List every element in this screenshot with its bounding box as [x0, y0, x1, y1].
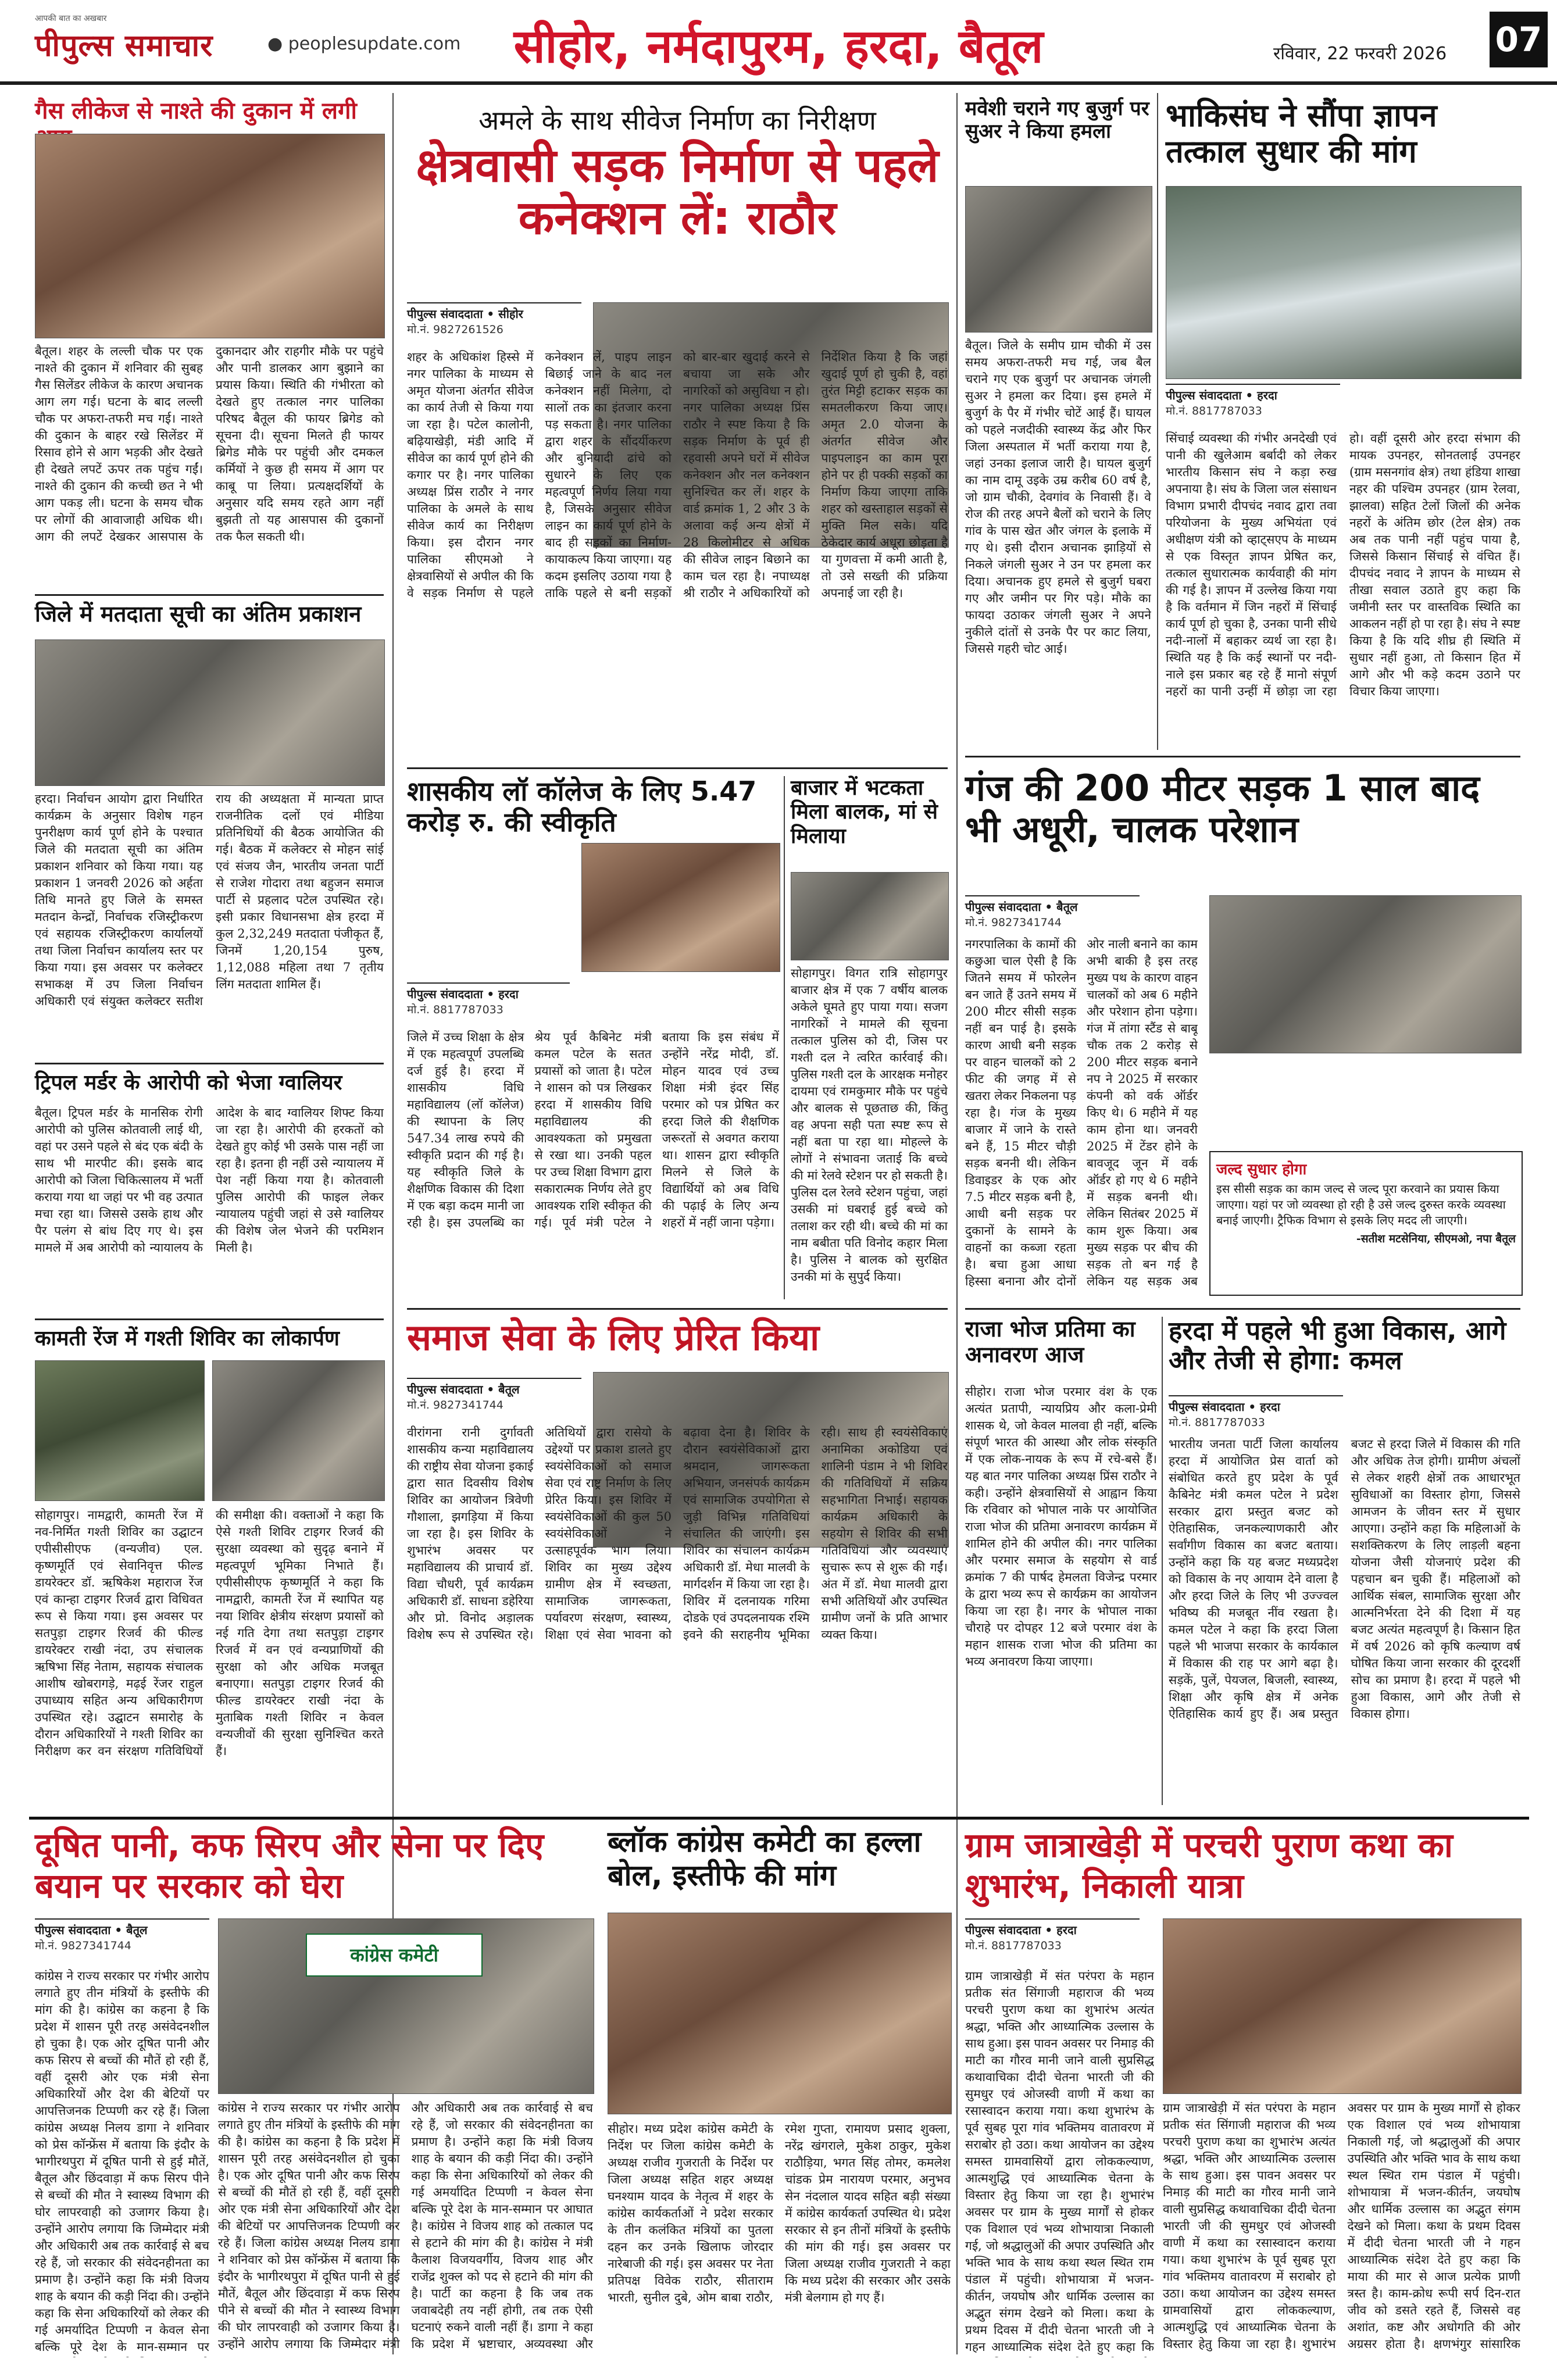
rajabhoj-headline: राजा भोज प्रतिमा का अनावरण आज	[965, 1316, 1135, 1367]
congress-banner: कांग्रेस कमेटी	[306, 1934, 483, 1977]
halla-protest-photo	[608, 1913, 952, 2114]
divider	[407, 767, 948, 769]
globe-icon: ●	[267, 34, 288, 54]
child-body: सोहागपुर। विगत रात्रि सोहागपुर बाजार क्षेत्र में एक 7 वर्षीय बालक अकेले घूमते हुए पाया गया। सजग नागरिकों ने मामले की सूचना तत्काल पुलिस को दी, जिस पर गश्ती दल ने त्वरित कार्रवाई की। पुलिस गश्ती दल के आरक्षक मनोहर दायमा एवं रामकुमार मौके पर पहुंचे और बालक से पूछताछ की, किंतु वह अपना सही पता स्पष्ट रूप से नहीं बता पा रहा था। मोहल्ले के लोगों ने संभावना जताई कि बच्चे की मां रेलवे स्टेशन पर हो सकती है। पुलिस दल रेलवे स्टेशन पहुंचा, जहां उसकी मां घबराई हुई बच्चे को तलाश कर रही थी। बच्चे की मां का नाम बबीता पति विनोद कहार मिला है। पुलिस ने बालक को सुरक्षित उनकी मां के सुपुर्द किया।	[791, 966, 948, 1284]
pig-hospital-photo	[965, 186, 1152, 333]
ganj-quote-author: -सतीश मटसेनिया, सीएमओ, नपा बैतूल	[1356, 1232, 1516, 1245]
voter-headline: जिले में मतदाता सूची का अंतिम प्रकाशन	[35, 601, 362, 627]
syrup-body-1: कांग्रेस ने राज्य सरकार पर गंभीर आरोप लगाते हुए तीन मंत्रियों के इस्तीफे की मांग की है। कांग्रेस का कहना है कि प्रदेश में शासन पूरी तरह असंवेदनशील हो चुका है। एक ओर दूषित पानी और कफ सिरप से बच्चों की मौतें हो रही हैं, वहीं दूसरी ओर एक मंत्री सेना अधिकारियों और देश की बेटियों पर आपत्तिजनक टिप्पणी कर रहे हैं। जिला कांग्रेस अध्यक्ष निलय डागा ने शनिवार को प्रेस कॉन्फ्रेंस में बताया कि इंदौर के भागीरथपुरा में दूषित पानी से हुई मौतें, बैतूल और छिंदवाड़ा में कफ सिरप पीने से बच्चों की मौत ने स्वास्थ्य विभाग की घोर लापरवाही को उजागर किया है। उन्होंने आरोप लगाया कि जिम्मेदार मंत्री और अधिकारी अब तक कार्रवाई से बच रहे हैं, जो सरकार की संवेदनहीनता का प्रमाण है। उन्होंने कहा कि मंत्री विजय शाह के बयान की कड़ी निंदा की। उन्होंने कहा कि सेना अधिकारियों को लेकर की गई अमर्यादित टिप्पणी न केवल सेना बल्कि पूरे देश के मान-सम्मान पर	[35, 1969, 209, 2354]
sewer-reporter: पीपुल्स संवाददाता • सीहोर	[407, 307, 523, 321]
jatra-mobile: मो.नं. 8817787033	[965, 1939, 1062, 1952]
kamal-body: भारतीय जनता पार्टी जिला कार्यालय हरदा में आयोजित प्रेस वार्ता को संबोधित करते हुए प्रदेश के पूर्व कैबिनेट मंत्री कमल पटेल ने प्रदेश सरकार द्वारा प्रस्तुत बजट को ऐतिहासिक, जनकल्याणकारी और सर्वांगीण विकास का बजट बताया। उन्होंने कहा कि यह बजट मध्यप्रदेश को विकास के नए आयाम देने वाला है और हरदा जिले के लिए भी उज्ज्वल भविष्य की मजबूत नींव रखता है। कमल पटेल ने कहा कि हरदा जिला पहले भी भाजपा सरकार के कार्यकाल में विकास की राह पर आगे बढ़ा है। सड़कें, पुलें, पेयजल, बिजली, स्वास्थ्य, शिक्षा और कृषि क्षेत्र में अनेक ऐतिहासिक कार्य हुए हैं। अब प्रस्तुत बजट से हरदा जिले में विकास की गति और अधिक तेज होगी। ग्रामीण अंचलों से लेकर शहरी क्षेत्रों तक आधारभूत सुविधाओं का विस्तार होगा, जिससे आमजन के जीवन स्तर में सुधार आएगा। उन्होंने कहा कि महिलाओं के सशक्तिकरण के लिए लाड़ली बहना योजना जैसी योजनाएं प्रदेश की पहचान बन चुकी हैं। महिलाओं को आर्थिक संबल, सामाजिक सुरक्षा और आत्मनिर्भरता देने की दिशा में यह बजट अत्यंत महत्वपूर्ण है। किसान हित में वर्ष 2026 को कृषि कल्याण वर्ष घोषित किया जाना सरकार की दूरदर्शी सोच का प्रमाण है। हरदा में पहले भी हुआ विकास, आगे और तेजी से विकास होगा।	[1169, 1437, 1520, 1721]
seva-byline	[407, 1378, 581, 1412]
kamti-camp-photo	[212, 1360, 385, 1501]
ganj-headline: गंज की 200 मीटर सड़क 1 साल बाद भी अधूरी, चालक परेशान	[965, 767, 1480, 851]
bkisan-body: सिंचाई व्यवस्था की गंभीर अनदेखी एवं पानी की खुलेआम बर्बादी को लेकर भारतीय किसान संघ ने कड़ा रुख अपनाया है। संघ के जिला जल संसाधन विभाग प्रभारी दीपचंद नवाद द्वारा तवा परियोजना के मुख्य अभियंता एवं अधीक्षण यंत्री को व्हाट्सएप के माध्यम से एक विस्तृत ज्ञापन प्रेषित कर, तत्काल सुधारात्मक कार्यवाही की मांग की गई है। ज्ञापन में उल्लेख किया गया है कि वर्तमान में जिन नहरों में सिंचाई कार्य पूर्ण हो चुका है, उनका पानी सीधे नदी-नालों में बहाकर व्यर्थ जा रहा है। स्थिति यह है कि कई स्थानों पर नदी-नाले इस प्रकार बह रहे हैं मानो संपूर्ण नहरों का पानी उन्हीं में छोड़ा जा रहा हो। वहीं दूसरी ओर हरदा संभाग की मायक उपनहर, सोनतलाई उपनहर (ग्राम मसनगांव क्षेत्र) तथा हंडिया शाखा नहर की पश्चिम उपनहर (ग्राम रेलवा, झालवा) सहित टेलों जिलों की अनेक नहरों के अंतिम छोर (टेल क्षेत्र) तक अब तक पानी नहीं पहुंच पाया है, जिससे किसान सिंचाई से वंचित हैं। दीपचंद नवाद ने ज्ञापन के माध्यम से तीखा सवाल उठाते हुए कहा कि जमीनी स्तर पर वास्तविक स्थिति का आकलन नहीं हो पा रहा है। संघ ने स्पष्ट किया है कि यदि शीघ्र ही स्थिति में सुधार नहीं हुआ, तो किसान हित में आगे और भी कड़े कदम उठाने पर विचार किया जाएगा।	[1166, 431, 1520, 698]
law-reporter: पीपुल्स संवाददाता • हरदा	[407, 987, 519, 1001]
voter-meeting-photo	[35, 639, 385, 786]
gas-headline: गैस लीकेज से नाश्ते की दुकान में लगी	[35, 98, 357, 124]
bkisan-byline	[1166, 384, 1340, 418]
sewer-byline	[407, 302, 581, 337]
divider	[35, 594, 384, 596]
bkisan-headline: भाकिसंघ ने सौंपा ज्ञापन तत्काल सुधार की मांग	[1166, 97, 1437, 170]
ganj-road-photo	[1209, 895, 1522, 1053]
halla-body: सीहोर। मध्य प्रदेश कांग्रेस कमेटी के निर्देश पर जिला कांग्रेस कमेटी के अध्यक्ष राजीव गुजराती के निर्देश पर जिला अध्यक्ष सहित शहर अध्यक्ष घनश्याम यादव के नेतृत्व में शहर के कांग्रेस कार्यकर्ताओं ने प्रदेश सरकार के तीन कलंकित मंत्रियों का पुतला दहन कर उनके खिलाफ जोरदार नारेबाजी की गई। इस अवसर पर नेता प्रतिपक्ष विवेक राठौर, सीताराम भारती, सुनील दुबे, ओम बाबा राठौर, रमेश गुप्ता, रामायण प्रसाद शुक्ला, नरेंद्र खंगराले, मुकेश ठाकुर, मुकेश राठौड़िया, भगत सिंह तोमर, कमलेश चांडक प्रेम नारायण परमार, अनुभव सेन नंदलाल यादव सहित बड़ी संख्या में कांग्रेस कार्यकर्ता उपस्थित थे। प्रदेश सरकार से इन तीनों मंत्रियों के इस्तीफे की मांग की गई। इस अवसर पर जिला अध्यक्ष राजीव गुजराती ने कहा कि मध्य प्रदेश की सरकार और उसके मंत्री बेलगाम हो गए हैं।	[608, 2122, 951, 2304]
ganj-reporter: पीपुल्स संवाददाता • बैतूल	[965, 900, 1078, 914]
sewer-body: शहर के अधिकांश हिस्से में नगर पालिका के माध्यम से अमृत योजना अंतर्गत सीवेज का कार्य तेजी से किया गया जा रहा है। पटेल कालोनी, बढ़ियाखेड़ी, मंडी आदि में सीवेज का कार्य पूर्ण होने की कगार पर है। नगर पालिका अध्यक्ष प्रिंस राठौर ने नगर पालिका के अमले के साथ सीवेज कार्य का निरीक्षण किया। इस दौरान नगर पालिका सीएमओ ने क्षेत्रवासियों से अपील की कि वे सड़क निर्माण से पहले कनेक्शन लें, पाइप लाइन बिछाई जाने के बाद नल कनेक्शन नहीं मिलेगा, दो सालों तक का इंतजार करना पड़ सकता है। नगर पालिका द्वारा शहर के सौंदर्यीकरण और बुनियादी ढांचे को सुधारने के लिए एक महत्वपूर्ण निर्णय लिया गया है, जिसके अनुसार सीवेज लाइन का कार्य पूर्ण होने के बाद ही सड़कों का निर्माण-कायाकल्प किया जाएगा। यह कदम इसलिए उठाया गया है ताकि पहले से बनी सड़कों को बार-बार खुदाई करने से बचाया जा सके और नागरिकों को असुविधा न हो। नगर पालिका अध्यक्ष प्रिंस राठौर ने स्पष्ट किया है कि सड़क निर्माण के पूर्व ही रहवासी अपने घरों में सीवेज कनेक्शन और नल कनेक्शन सुनिश्चित कर लें। शहर के वार्ड क्रमांक 1, 2 और 3 के अलावा कई अन्य क्षेत्रों में 28 किलोमीटर से अधिक की सीवेज लाइन बिछाने का काम चल रहा है। नपाध्यक्ष श्री राठौर ने अधिकारियों को निर्देशित किया है कि जहां खुदाई पूर्ण हो चुकी है, वहां तुरंत मिट्टी हटाकर सड़क का समतलीकरण किया जाए। अमृत 2.0 योजना के अंतर्गत सीवेज और पाइपलाइन का काम पूरा होने पर ही पक्की सड़कों का निर्माण किया जाएगा ताकि शहर को खस्ताहाल सड़कों से मुक्ति मिल सके। यदि ठेकेदार कार्य अधूरा छोड़ता है या गुणवत्ता में कमी आती है, तो उसे सख्ती की प्रक्रिया अपनाई जा रही है।	[407, 350, 948, 600]
bkisan-canal-photo	[1166, 186, 1522, 379]
column-rule	[1162, 1317, 1163, 1805]
pig-body: बैतूल। जिले के समीप ग्राम चौकी में उस समय अफरा-तफरी मच गई, जब बैल चराने गए एक बुजुर्ग पर अचानक जंगली सुअर ने हमला कर दिया। इस हमले में बुजुर्ग के पैर में गंभीर चोटें आई हैं। घायल को पहले नजदीकी स्वास्थ्य केंद्र और फिर जिला अस्पताल में भर्ती कराया गया है, जहां उनका इलाज जारी है। घायल बुजुर्ग का नाम दामू उइके उम्र करीब 60 वर्ष है, जो ग्राम चौकी, देवगांव के निवासी हैं। वे रोज की तरह अपने बैलों को चराने के लिए गांव के पास खेत और जंगल के इलाके में गए थे। इसी दौरान अचानक झाड़ियों से निकले जंगली सुअर ने उन पर हमला कर दिया। अचानक हुए हमले से बुजुर्ग घबरा गए और जमीन पर गिर पड़े। मौके का फायदा उठाकर जंगली सुअर ने अपने नुकीले दांतों से उनके पैर पर काट लिया, जिससे गहरी चोट आई।	[965, 338, 1151, 656]
syrup-headline: दूषित पानी, कफ सिरप और सेना पर दिए बयान पर सरकार को घेरा	[35, 1825, 544, 1906]
child-police-photo	[791, 872, 949, 960]
ganj-byline	[965, 895, 1140, 930]
seva-mobile: मो.नं. 9827341744	[407, 1399, 503, 1411]
bottom-row-rule	[29, 1817, 1529, 1820]
ganj-mobile: मो.नं. 9827341744	[965, 916, 1062, 929]
sewer-kicker: अमले के साथ सीवेज निर्माण का निरीक्षण	[478, 105, 876, 136]
ganj-body: नगरपालिका के कामों की कछुआ चाल ऐसी है कि जितने समय में फोरलेन बन जाते हैं उतने समय में 200 मीटर सीसी सड़क नहीं बन पाई है। इसके कारण आधी बनी सड़क पर वाहन चालकों को 2 फीट की जगह में से खतरा लेकर निकलना पड़ रहा है। गंज के मुख्य बाजार में जाने के रास्ते बने हैं, 15 मीटर चौड़ी सड़क बननी थी। लेकिन डिवाइडर के एक ओर 7.5 मीटर सड़क बनी है, आधी बनी सड़क पर दुकानों के सामने के वाहनों का कब्जा रहता है। बचा हुआ आधा हिस्सा बनाना और दोनों ओर नाली बनाने का काम अभी बाकी है इस तरह मुख्य पथ के कारण वाहन चालकों को अब 6 महीने और परेशान होना पड़ेगा। गंज में तांगा स्टैंड से बाबू चौक तक 2 करोड़ से 200 मीटर सड़क बनाने नप ने 2025 में सरकार कंपनी को वर्क ऑर्डर किए थे। 6 महीने में यह काम होना था। जनवरी 2025 में टेंडर होने के बावजूद जून में वर्क ऑर्डर हो गए थे 6 महीने में सड़क बननी थी। लेकिन सितंबर 2025 में काम शुरू किया। अब मुख्य सड़क पर बीच की सड़क तो बन गई है लेकिन यह सड़क अब	[965, 937, 1198, 1288]
syrup-mobile: मो.नं. 9827341744	[35, 1939, 131, 1952]
kamti-forest-photo	[35, 1360, 205, 1501]
jatra-body-1: ग्राम जात्राखेड़ी में संत परंपरा के महान प्रतीक संत सिंगाजी महाराज की भव्य परचरी पुराण कथा का शुभारंभ अत्यंत श्रद्धा, भक्ति और आध्यात्मिक उल्लास के साथ हुआ। इस पावन अवसर पर निमाड़ की माटी का गौरव मानी जाने वाली सुप्रसिद्ध कथावाचिका दीदी चेतना भारती जी की सुमधुर एवं ओजस्वी वाणी में कथा का रसास्वादन कराया गया। कथा शुभारंभ के पूर्व सुबह पूरा गांव भक्तिमय वातावरण में सराबोर हो उठा। कथा आयोजन का उद्देश्य समस्त ग्रामवासियों द्वारा लोककल्याण, आत्मशुद्धि एवं आध्यात्मिक चेतना के विस्तार हेतु किया जा रहा है। शुभारंभ अवसर पर ग्राम के मुख्य मार्गों से होकर एक विशाल एवं भव्य शोभायात्रा निकाली गई, जो श्रद्धालुओं की अपार उपस्थिति और भक्ति भाव के साथ कथा स्थल स्थित राम पंडाल में पहुंची। शोभायात्रा में भजन-कीर्तन, जयघोष और धार्मिक उल्लास का अद्भुत संगम देखने को मिला। कथा के प्रथम दिवस में दीदी चेतना भारती जी ने गहन आध्यात्मिक संदेश देते हुए कहा कि	[965, 1969, 1154, 2354]
jatra-headline: ग्राम जात्राखेड़ी में परचरी पुराण कथा का शुभारंभ, निकाली यात्रा	[965, 1825, 1453, 1906]
column-rule	[784, 776, 785, 1299]
murder-body: बैतूल। ट्रिपल मर्डर के मानसिक रोगी आरोपी को पुलिस कोतवाली लाई थी, वहां पर उसने पहले से बंद एक बंदी के साथ भी मारपीट की। इसके बाद आरोपी को जिला चिकित्सालय में भर्ती कराया गया था जहां पर भी वह उत्पात मचा रहा था। जिससे उसके हाथ और पैर पलंग से बांध दिए गए थे। इस मामले में अब आरोपी को न्यायालय के आदेश के बाद ग्वालियर शिफ्ट किया जा रहा है। आरोपी की हरकतों को देखते हुए कोई भी उसके पास नहीं जा रहा है। इतना ही नहीं उसे न्यायालय में पेश नहीं किया गया है। कोतवाली पुलिस आरोपी की फाइल लेकर न्यायालय पहुंची जहां से उसे ग्वालियर की विशेष जेल भेजने की परमिशन मिली है।	[35, 1106, 384, 1255]
divider	[965, 756, 1520, 757]
divider	[35, 1063, 384, 1064]
gas-body: बैतूल। शहर के लल्ली चौक पर एक नाश्ते की दुकान में शनिवार की सुबह गैस सिलेंडर लीकेज के कारण अचानक आग लग गई। घटना के बाद लल्ली चौक पर अफरा-तफरी मच गई। नाश्ते की दुकान के बाहर रखे सिलेंडर में रिसाव होने से आग भड़की और देखते ही देखते लपटें ऊपर तक पहुंच गईं। नाश्ते की दुकान की कच्ची छत ने भी आग पकड़ ली। घटना के समय चौक पर लोगों की आवाजाही अधिक थी। आग की लपटें देखकर आसपास के दुकानदार और राहगीर मौके पर पहुंचे और पानी डालकर आग बुझाने का प्रयास किया। स्थिति की गंभीरता को देखते हुए तत्काल नगर पालिका परिषद बैतूल की फायर ब्रिगेड को सूचना दी। सूचना मिलते ही फायर ब्रिगेड मौके पर पहुंची और दमकल कर्मियों ने कुछ ही समय में आग पर काबू पा लिया। प्रत्यक्षदर्शियों के अनुसार यदि समय रहते आग नहीं बुझती तो यह आसपास की दुकानों तक फैल सकती थी।	[35, 344, 384, 544]
law-felicitation-photo	[581, 843, 780, 972]
law-mobile: मो.नं. 8817787033	[407, 1003, 503, 1016]
gas-fire-photo	[35, 134, 385, 338]
jatra-byline	[965, 1918, 1140, 1953]
kamal-headline: हरदा में पहले भी हुआ विकास, आगे और तेजी से होगा: कमल	[1169, 1316, 1506, 1375]
voter-body: हरदा। निर्वाचन आयोग द्वारा निर्धारित कार्यक्रम के अनुसार विशेष गहन पुनरीक्षण कार्य पूर्ण होने के पश्चात जिले की मतदाता सूची का अंतिम प्रकाशन शनिवार को किया गया। यह प्रकाशन 1 जनवरी 2026 को अर्हता तिथि मानते हुए जिले के समस्त मतदान केन्द्रों, निर्वाचक रजिस्ट्रीकरण एवं सहायक रजिस्ट्रीकरण कार्यालयों तथा जिला निर्वाचन कार्यालय स्तर पर किया गया। इस अवसर पर कलेक्टर सभाकक्ष में उप जिला निर्वाचन अधिकारी एवं संयुक्त कलेक्टर सतीश राय की अध्यक्षता में मान्यता प्राप्त राजनीतिक दलों एवं मीडिया प्रतिनिधियों की बैठक आयोजित की गई। बैठक में कलेक्टर से मोहन सांई एवं संजय जैन, भारतीय जनता पार्टी से राजेश गोदारा तथा बहुजन समाज पार्टी से प्रहलाद पटेल उपस्थित रहे। इसी प्रकार विधानसभा क्षेत्र हरदा में कुल 2,32,249 मतदाता पंजीकृत हैं, जिनमें 1,20,154 पुरुष, 1,12,088 महिला तथा 7 तृतीय लिंग मतदाता शामिल हैं।	[35, 792, 384, 1008]
kamti-body: सोहागपुर। नामद्वारी, कामती रेंज में नव-निर्मित गश्ती शिविर का उद्घाटन एपीसीसीएफ (वन्यजीव) एल. कृष्णमूर्ति एवं सेवानिवृत्त फील्ड डायरेक्टर डॉ. ऋषिकेश महाराज रेंज एवं कान्हा टाइगर रिजर्व द्वारा विधिवत रूप से किया गया। इस अवसर पर सतपुड़ा टाइगर रिजर्व की फील्ड डायरेक्टर राखी नंदा, उप संचालक ऋषिभा सिंह नेताम, सहायक संचालक आशीष खोबरागड़े, मढ़ई रेंजर राहुल उपाध्याय सहित अन्य अधिकारीगण उपस्थित रहे। उद्घाटन समारोह के दौरान अधिकारियों ने गश्ती शिविर का निरीक्षण कर वन संरक्षण गतिविधियों की समीक्षा की। वक्ताओं ने कहा कि ऐसे गश्ती शिविर टाइगर रिजर्व की सुरक्षा व्यवस्था को सुदृढ़ बनाने में महत्वपूर्ण भूमिका निभाते हैं। एपीसीसीएफ कृष्णमूर्ति ने कहा कि नामद्वारी, कामती रेंज में स्थापित यह नया शिविर क्षेत्रीय संरक्षण प्रयासों को नई गति देगा तथा सतपुड़ा टाइगर रिजर्व में वन एवं वन्यप्राणियों की सुरक्षा को और अधिक मजबूत बनाएगा। सतपुड़ा टाइगर रिजर्व की फील्ड डायरेक्टर राखी नंदा के मुताबिक गश्ती शिविर न केवल वन्यजीवों की सुरक्षा सुनिश्चित करते हैं।	[35, 1508, 384, 1758]
ganj-quote-title: जल्द सुधार होगा	[1216, 1161, 1307, 1178]
law-body: जिले में उच्च शिक्षा के क्षेत्र में एक महत्वपूर्ण उपलब्धि दर्ज हुई है। हरदा में शासकीय विधि महाविद्यालय (लॉ कॉलेज) की स्थापना के लिए 547.34 लाख रुपये की स्वीकृति प्रदान की गई है। यह स्वीकृति जिले के शैक्षणिक विकास की दिशा में एक बड़ा कदम मानी जा रही है। इस उपलब्धि का श्रेय पूर्व कैबिनेट मंत्री कमल पटेल के सतत प्रयासों को जाता है। पटेल ने शासन को पत्र लिखकर हरदा में शासकीय विधि महाविद्यालय की आवश्यकता को प्रमुखता से रखा था। उनकी पहल पर उच्च शिक्षा विभाग द्वारा सकारात्मक निर्णय लेते हुए आवश्यक राशि स्वीकृत की गई। पूर्व मंत्री पटेल ने बताया कि इस संबंध में उन्होंने नरेंद्र मोदी, डॉ. मोहन यादव एवं उच्च शिक्षा मंत्री इंदर सिंह परमार को पत्र प्रेषित कर हरदा जिले की शैक्षणिक जरूरतों से अवगत कराया था। शासन द्वारा स्वीकृति मिलने से जिले के विद्यार्थियों को अब विधि की पढ़ाई के लिए अन्य शहरों में नहीं जाना पड़ेगा।	[407, 1030, 779, 1230]
sewer-mobile: मो.नं. 9827261526	[407, 323, 503, 336]
page-number: 07	[1490, 12, 1548, 67]
child-headline: बाजार में भटकता मिला बालक, मां से मिलाया	[791, 776, 938, 848]
jatra-procession-photo	[1163, 1918, 1522, 2094]
law-headline: शासकीय लॉ कॉलेज के लिए 5.47 करोड़ रु. की स्वीकृति	[407, 776, 757, 838]
logo-tagline: आपकी बात का अखबार	[35, 14, 107, 23]
bkisan-reporter: पीपुल्स संवाददाता • हरदा	[1166, 388, 1277, 402]
seva-reporter: पीपुल्स संवाददाता • बैतूल	[407, 1382, 520, 1396]
divider	[965, 1308, 1520, 1310]
logo-text: पीपुल्स समाचार	[35, 28, 213, 63]
syrup-reporter: पीपुल्स संवाददाता • बैतूल	[35, 1923, 148, 1937]
column-rule	[1157, 93, 1158, 750]
rajabhoj-body: सीहोर। राजा भोज परमार वंश के एक अत्यंत प्रतापी, न्यायप्रिय और कला-प्रेमी शासक थे, जो केवल मालवा ही नहीं, बल्कि संपूर्ण भारत की आस्था और लोक संस्कृति में एक लोक-नायक के रूप में रचे-बसे हैं। यह बात नगर पालिका अध्यक्ष प्रिंस राठौर ने कही। उन्होंने क्षेत्रवासियों से आह्वान किया कि रविवार को भोपाल नाके पर आयोजित राजा भोज की प्रतिमा अनावरण कार्यक्रम में शामिल होने की अपील की। नगर पालिका और परमार समाज के सहयोग से वार्ड क्रमांक 7 की पार्षद हेमलता विजेन्द्र परमार के द्वारा भव्य रूप से कार्यक्रम का आयोजन किया जा रहा है। नगर के भोपाल नाका चौराहे पर दोपहर 12 बजे परमार वंश के महान शासक राजा भोज की प्रतिमा का भव्य अनावरण किया जाएगा।	[965, 1385, 1157, 1668]
jatra-body-2: ग्राम जात्राखेड़ी में संत परंपरा के महान प्रतीक संत सिंगाजी महाराज की भव्य परचरी पुराण कथा का शुभारंभ अत्यंत श्रद्धा, भक्ति और आध्यात्मिक उल्लास के साथ हुआ। इस पावन अवसर पर निमाड़ की माटी का गौरव मानी जाने वाली सुप्रसिद्ध कथावाचिका दीदी चेतना भारती जी की सुमधुर एवं ओजस्वी वाणी में कथा का रसास्वादन कराया गया। कथा शुभारंभ के पूर्व सुबह पूरा गांव भक्तिमय वातावरण में सराबोर हो उठा। कथा आयोजन का उद्देश्य समस्त ग्रामवासियों द्वारा लोककल्याण, आत्मशुद्धि एवं आध्यात्मिक चेतना के विस्तार हेतु किया जा रहा है। शुभारंभ अवसर पर ग्राम के मुख्य मार्गों से होकर एक विशाल एवं भव्य शोभायात्रा निकाली गई, जो श्रद्धालुओं की अपार उपस्थिति और भक्ति भाव के साथ कथा स्थल स्थित राम पंडाल में पहुंची। शोभायात्रा में भजन-कीर्तन, जयघोष और धार्मिक उल्लास का अद्भुत संगम देखने को मिला। कथा के प्रथम दिवस में दीदी चेतना भारती जी ने गहन आध्यात्मिक संदेश देते हुए कहा कि माया की मार से आज प्रत्येक प्राणी त्रस्त है। काम-क्रोध रूपी सर्प दिन-रात जीव को डसते रहते हैं, जिससे वह अशांत, कष्ट और अधोगति की ओर अग्रसर होता है। क्षणभंगुर सांसारिक	[1163, 2101, 1520, 2351]
syrup-press-photo	[218, 1918, 594, 2094]
law-byline	[407, 982, 570, 1017]
sewer-headline: क्षेत्रवासी सड़क निर्माण से पहले कनेक्शन लें: राठौर	[416, 138, 939, 245]
kamal-byline	[1169, 1395, 1343, 1430]
divider	[35, 1318, 384, 1320]
kamal-reporter: पीपुल्स संवाददाता • हरदा	[1169, 1400, 1280, 1414]
divider	[407, 1308, 948, 1310]
syrup-byline	[35, 1918, 209, 1953]
seva-headline: समाज सेवा के लिए प्रेरित किया	[407, 1316, 820, 1359]
pig-headline: मवेशी चराने गए बुजुर्ग पर सुअर ने किया हमला	[965, 97, 1149, 144]
jatra-reporter: पीपुल्स संवाददाता • हरदा	[965, 1923, 1077, 1937]
region-title: सीहोर, नर्मदापुरम, हरदा, बैतूल	[513, 19, 1044, 73]
kamti-headline: कामती रेंज में गश्ती शिविर का लोकार्पण	[35, 1327, 340, 1350]
seva-body: वीरांगना रानी दुर्गावती शासकीय कन्या महाविद्यालय की राष्ट्रीय सेवा योजना इकाई द्वारा सात दिवसीय विशेष शिविर का आयोजन त्रिवेणी गौशाला, झगड़िया में किया जा रहा है। इस शिविर के शुभारंभ अवसर पर महाविद्यालय की प्राचार्य डॉ. विद्या चौधरी, पूर्व कार्यक्रम अधिकारी डॉ. साधना डहेरिया और प्रो. विनोद अड़ालक विशेष रूप से उपस्थित रहे। अतिथियों द्वारा रासेयो के उद्देश्यों पर प्रकाश डालते हुए स्वयंसेविकाओं को समाज सेवा एवं राष्ट्र निर्माण के लिए प्रेरित किया। इस शिविर में स्वयंसेविकाओं की कुल 50 स्वयंसेविकाओं ने उत्साहपूर्वक भाग लिया। शिविर का मुख्य उद्देश्य ग्रामीण क्षेत्र में स्वच्छता, सामाजिक जागरूकता, पर्यावरण संरक्षण, स्वास्थ्य, शिक्षा एवं सेवा भावना को बढ़ावा देना है। शिविर के दौरान स्वयंसेविकाओं द्वारा श्रमदान, जागरूकता अभियान, जनसंपर्क कार्यक्रम एवं सामाजिक उपयोगिता से जुड़ी विभिन्न गतिविधियां संचालित की जाएंगी। इस शिविर का संचालन कार्यक्रम अधिकारी डॉ. मेधा मालवी के मार्गदर्शन में किया जा रहा है। शिविर में दलनायक गरिमा दोडके एवं उपदलनायक रश्मि इवने की सराहनीय भूमिका रही। साथ ही स्वयंसेविकाएं अनामिका अकोडिया एवं शालिनी पंडाम ने भी शिविर की गतिविधियों में सक्रिय सहभागिता निभाई। सहायक कार्यक्रम अधिकारी के सहयोग से शिविर की सभी गतिविधियां और व्यवस्थाएं सुचारू रूप से शुरू की गईं। अंत में डॉ. मेधा मालवी द्वारा सभी अतिथियों और उपस्थित ग्रामीण जनों के प्रति आभार व्यक्त किया।	[407, 1425, 948, 1642]
syrup-body-2: कांग्रेस ने राज्य सरकार पर गंभीर आरोप लगाते हुए तीन मंत्रियों के इस्तीफे की मांग की है। कांग्रेस का कहना है कि प्रदेश में शासन पूरी तरह असंवेदनशील हो चुका है। एक ओर दूषित पानी और कफ सिरप से बच्चों की मौतें हो रही हैं, वहीं दूसरी ओर एक मंत्री सेना अधिकारियों और देश की बेटियों पर आपत्तिजनक टिप्पणी कर रहे हैं। जिला कांग्रेस अध्यक्ष निलय डागा ने शनिवार को प्रेस कॉन्फ्रेंस में बताया कि इंदौर के भागीरथपुरा में दूषित पानी से हुई मौतें, बैतूल और छिंदवाड़ा में कफ सिरप पीने से बच्चों की मौत ने स्वास्थ्य विभाग की घोर लापरवाही को उजागर किया है। उन्होंने आरोप लगाया कि जिम्मेदार मंत्री और अधिकारी अब तक कार्रवाई से बच रहे हैं, जो सरकार की संवेदनहीनता का प्रमाण है। उन्होंने कहा कि मंत्री विजय शाह के बयान की कड़ी निंदा की। उन्होंने कहा कि सेना अधिकारियों को लेकर की गई अमर्यादित टिप्पणी न केवल सेना बल्कि पूरे देश के मान-सम्मान पर आघात है। कांग्रेस ने विजय शाह को तत्काल पद से हटाने की मांग की है। कांग्रेस ने मंत्री कैलाश विजयवर्गीय, विजय शाह और राजेंद्र शुक्ल को पद से हटाने की मांग की है। पार्टी का कहना है कि जब तक जवाबदेही तय नहीं होगी, तब तक ऐसी घटनाएं रुकने वाली नहीं हैं। डागा ने कहा कि प्रदेश में भ्रष्टाचार, अव्यवस्था और	[218, 2101, 593, 2351]
bkisan-mobile: मो.नं. 8817787033	[1166, 405, 1262, 417]
issue-date: रविवार, 22 फरवरी 2026	[1273, 44, 1447, 64]
website-text: peoplesupdate.com	[288, 34, 461, 54]
kamal-mobile: मो.नं. 8817787033	[1169, 1416, 1265, 1429]
ganj-quote-box	[1209, 1151, 1523, 1296]
murder-headline: ट्रिपल मर्डर के आरोपी को भेजा ग्वालियर	[35, 1071, 342, 1095]
page-header	[0, 0, 1557, 85]
halla-headline: ब्लॉक कांग्रेस कमेटी का हल्ला बोल, इस्तीफे की मांग	[608, 1825, 922, 1892]
column-rule	[956, 93, 958, 2354]
ganj-quote-text: इस सीसी सड़क का काम जल्द से जल्द पूरा करवाने का प्रयास किया जाएगा। यहां पर जो व्यवस्था हो रही है उसे जल्द दुरुस्त करके व्यवस्था बनाई जाएगी। ट्रैफिक विभाग से इसके लिए मदद ली जाएगी।	[1216, 1182, 1506, 1227]
